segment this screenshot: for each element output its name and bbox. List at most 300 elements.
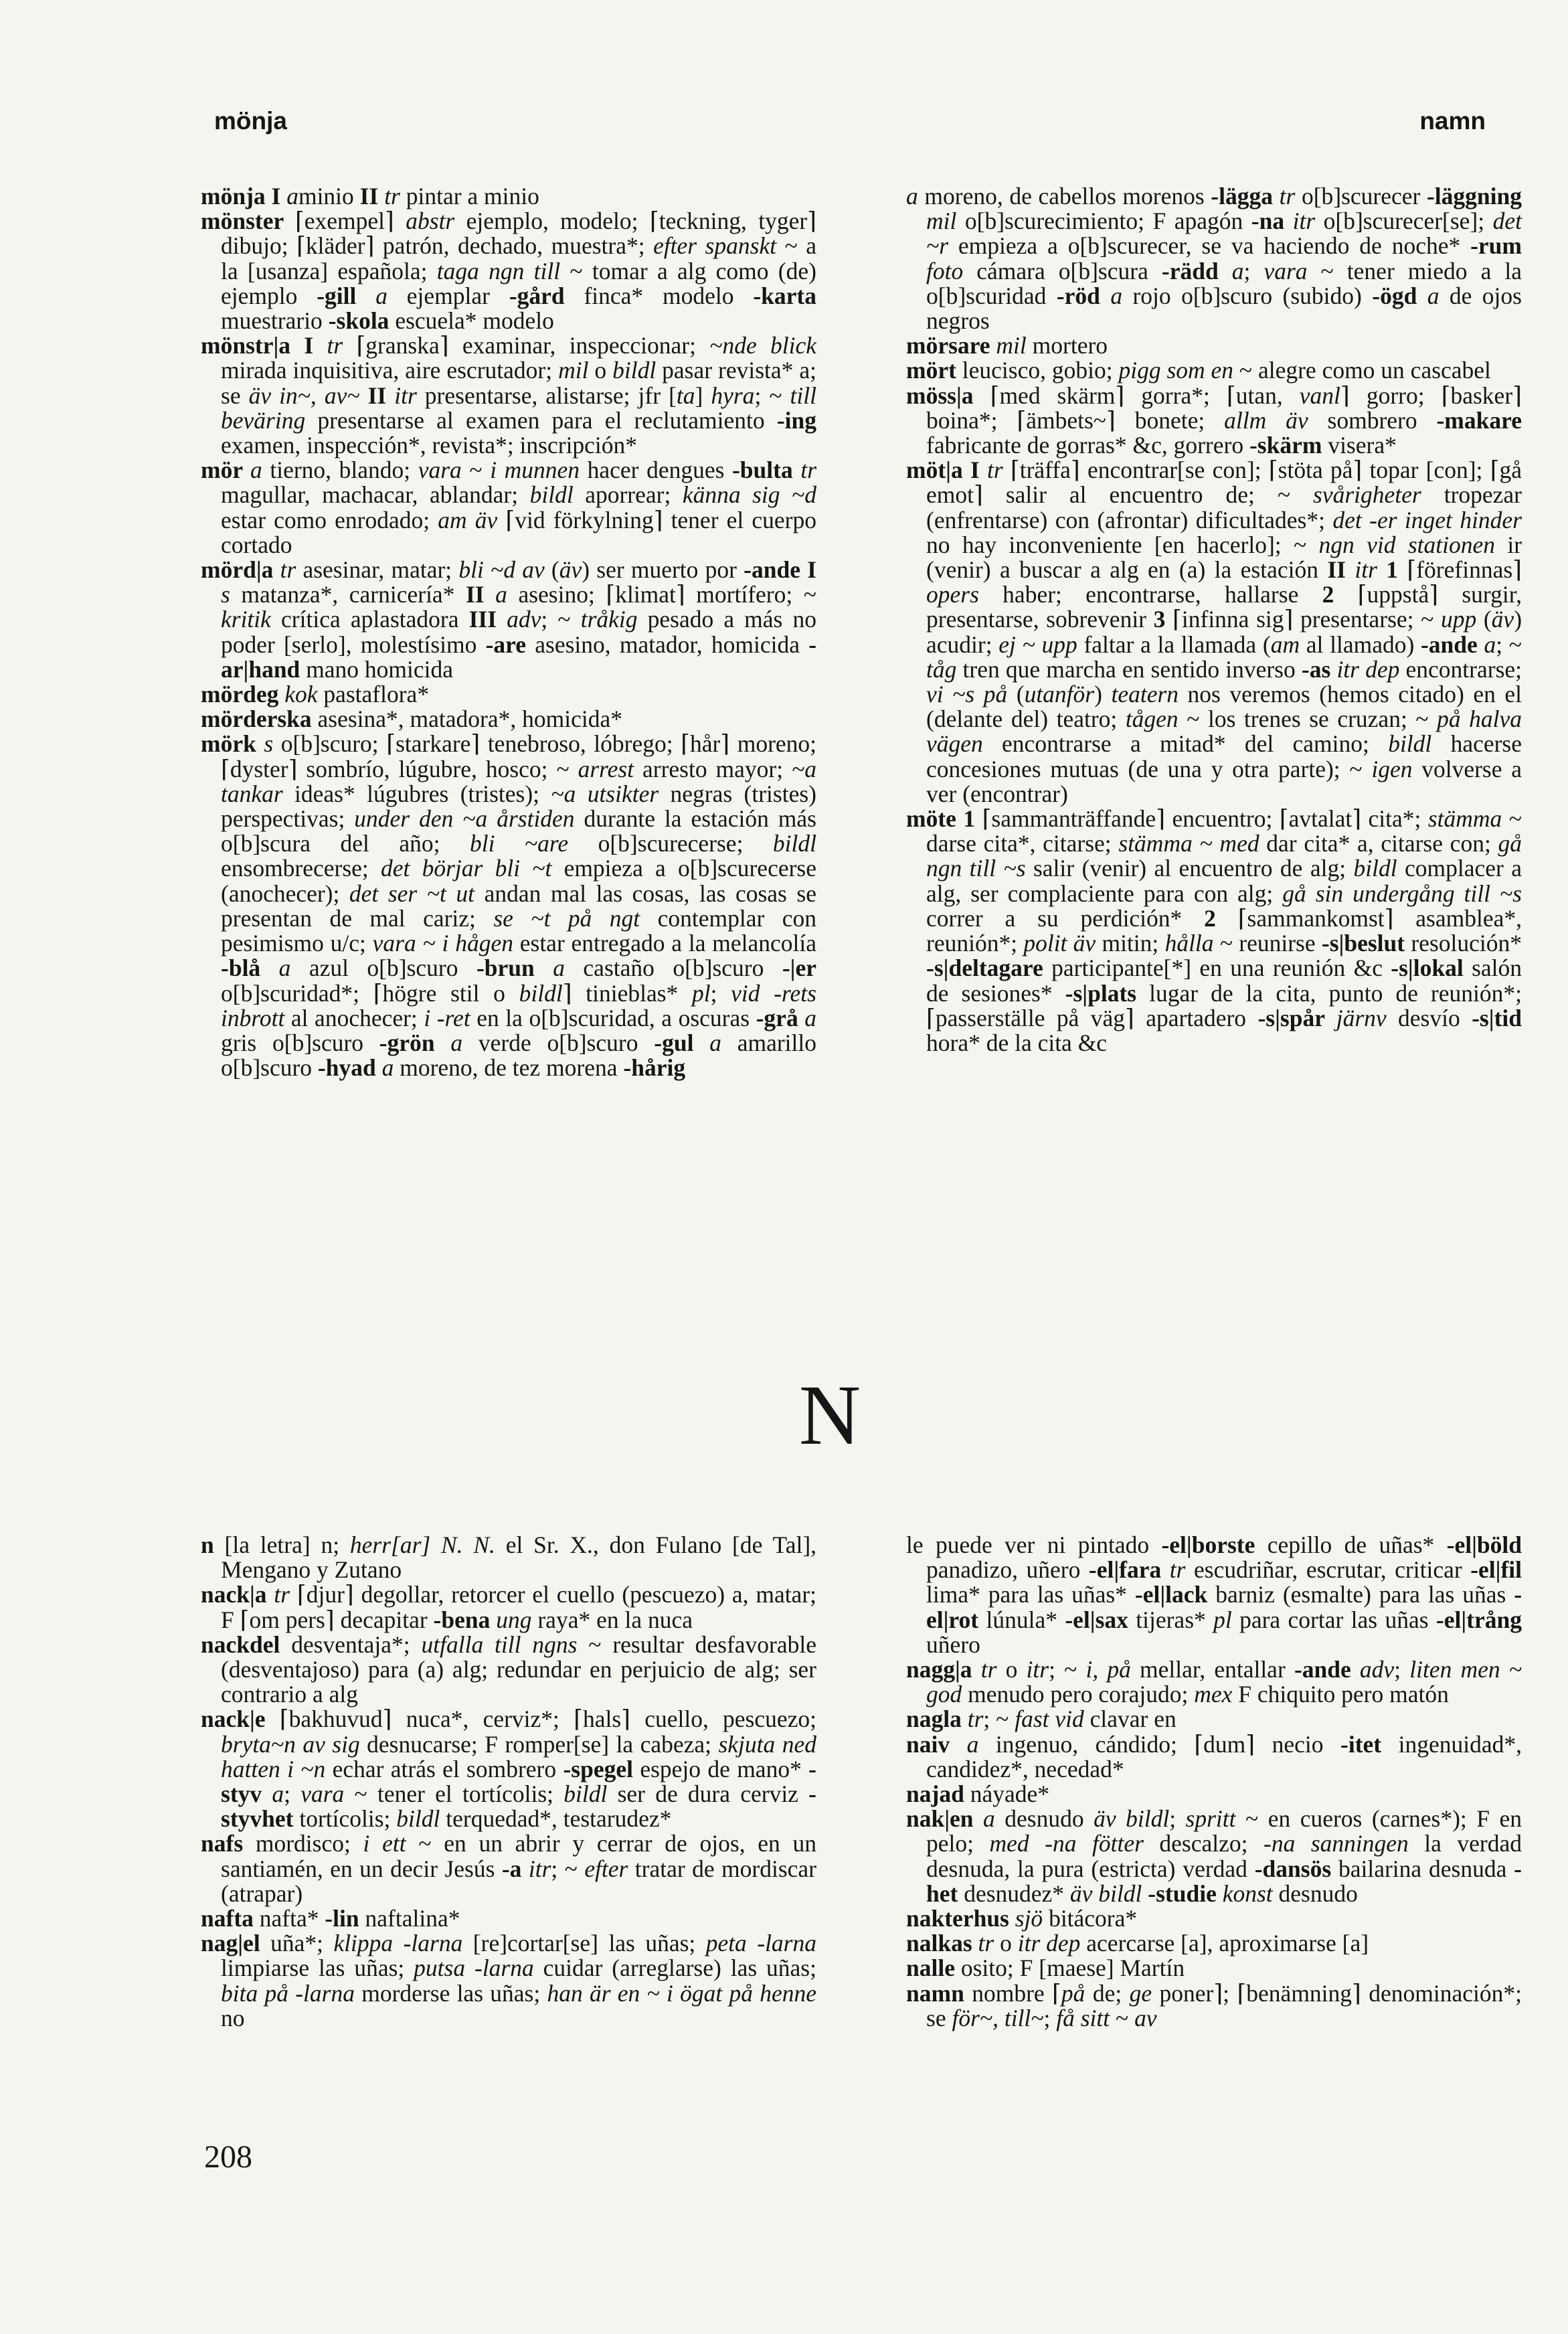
entry-text: mil xyxy=(558,357,589,384)
entry-text: salón de sesiones* xyxy=(926,954,1522,1007)
entry-text: azul o[b]scuro xyxy=(290,954,476,982)
entry-text: -grön xyxy=(379,1029,451,1056)
entry-text: gå sin undergång till ~s xyxy=(1282,880,1522,907)
entry-text: bildl xyxy=(396,1805,440,1833)
entry-text: la verdad desnuda, la pura (estricta) verdad xyxy=(926,1830,1522,1882)
entry-text: -na xyxy=(1251,207,1293,235)
entry-text: andan mal las cosas, las cosas se presentan de mal cariz; xyxy=(221,880,816,932)
entry-text: o[b]scuro; ⌈starkare⌉ tenebroso, lóbrego; ⌈hår⌉ moreno; ⌈dyster⌉ sombrío, lúgubre, hosco; ~ xyxy=(221,730,817,782)
entry-text: med -na fötter xyxy=(989,1830,1144,1857)
entry-text: ge xyxy=(1129,1979,1152,2007)
entry-text: vid -rets inbrott xyxy=(221,979,816,1031)
entry-text: amarillo o[b]scuro xyxy=(221,1029,816,1082)
entry-text: encontrarse a mitad* del camino; xyxy=(982,730,1389,758)
entry-text: naftalina* xyxy=(365,1905,460,1932)
entry-text: ; xyxy=(710,979,731,1007)
entry-text: ; xyxy=(1043,2004,1057,2031)
entry-text: a xyxy=(495,581,507,608)
entry-text: -itet xyxy=(1340,1730,1399,1758)
entry-text: äv xyxy=(559,556,582,584)
entry-text: tr xyxy=(986,456,1003,484)
entry-text: -gill xyxy=(317,282,376,309)
entry-text: empieza a o[b]scurecer, se va haciendo de noche* xyxy=(948,232,1471,260)
entry-text: sjö xyxy=(1015,1905,1043,1932)
dictionary-entry xyxy=(906,1956,1522,1981)
entry-text: ( xyxy=(1476,606,1492,633)
headword: nafta xyxy=(201,1905,260,1932)
entry-text: ~ los trenes se cruzan; ~ xyxy=(1178,705,1438,733)
entry-text: -ande xyxy=(1420,631,1484,658)
entry-text: [la letra] n; xyxy=(224,1531,350,1558)
entry-text: tr xyxy=(978,1930,994,1957)
entry-text: bitácora* xyxy=(1043,1905,1138,1932)
headword: mördeg xyxy=(201,681,285,708)
entry-text: mordisco; xyxy=(255,1830,363,1857)
entry-text: ingenuidad*, candidez*, necedad* xyxy=(926,1730,1522,1782)
entry-text: ⌉ gorro; ⌈basker⌉ boina*; ⌈ämbets~⌉ bonete; xyxy=(926,382,1522,434)
entry-text: ensombrecerse; xyxy=(221,855,381,882)
entry-text: aporrear; xyxy=(573,481,683,509)
entry-text: äv bildl xyxy=(1094,1805,1170,1833)
entry-text: o xyxy=(996,1656,1027,1683)
dictionary-entry xyxy=(906,1981,1522,2031)
headword: nafs xyxy=(201,1830,256,1857)
entry-text: espejo de mano* xyxy=(640,1755,809,1782)
entry-text: panadizo, uñero xyxy=(926,1556,1089,1584)
entry-text: kritik xyxy=(221,606,271,633)
section-letter: N xyxy=(798,1367,861,1463)
entry-text: itr dep xyxy=(1336,655,1400,683)
entry-text: morderse las uñas; xyxy=(354,1979,547,2007)
entry-text: menudo pero corajudo; xyxy=(962,1681,1195,1708)
entry-text: ⌈granska⌉ examinar, inspeccionar; xyxy=(343,332,710,359)
entry-text: stämma ~ med xyxy=(1118,830,1259,857)
entry-text: det ~r xyxy=(926,207,1522,260)
entry-text: mirada inquisitiva, aire escrutador; xyxy=(221,357,559,384)
entry-text: ; ~ xyxy=(1049,1656,1086,1683)
entry-text: pl xyxy=(1213,1606,1232,1633)
headword: nagg|a xyxy=(906,1656,981,1683)
entry-text: presentarse, alistarse; jfr [ xyxy=(416,382,677,409)
entry-text: o[b]scuridad*; ⌈högre stil o xyxy=(221,979,519,1007)
entry-text: det börjar bli ~t xyxy=(381,855,552,882)
entry-text: ~ tomar a alg como (de) ejemplo xyxy=(221,257,816,309)
entry-text: nos veremos (hemos citado) en el (delante del) teatro; xyxy=(926,681,1522,733)
entry-text: 2 xyxy=(1204,904,1238,932)
headword: mör xyxy=(201,456,251,484)
entry-text: minio xyxy=(298,183,360,210)
entry-text: -s|lokal xyxy=(1391,954,1472,982)
entry-text: -ande I xyxy=(744,556,816,584)
entry-text: i munnen xyxy=(490,456,580,484)
entry-text: -el|trång xyxy=(1435,1606,1522,1633)
entry-text: på halva vägen xyxy=(926,705,1522,758)
entry-text: ingenuo, cándido; ⌈dum⌉ necio xyxy=(978,1730,1341,1758)
entry-text xyxy=(360,382,368,409)
entry-text: tortícolis; xyxy=(299,1805,397,1833)
entry-text: resolución* xyxy=(1411,930,1522,957)
entry-text: ~ xyxy=(1110,2004,1135,2031)
entry-text: mil xyxy=(926,207,957,235)
entry-text: tåg xyxy=(926,655,957,683)
entry-text: kok xyxy=(284,681,318,708)
entry-text: ⌉ tinieblas* xyxy=(562,979,692,1007)
entry-text: -as xyxy=(1301,655,1337,683)
entry-text: -ögd xyxy=(1372,282,1427,309)
entry-text: ej ~ upp xyxy=(998,631,1077,658)
headword: n xyxy=(201,1531,225,1558)
entry-text: a xyxy=(286,183,298,210)
headword: nackdel xyxy=(201,1631,292,1658)
entry-text: hålla xyxy=(1164,930,1214,957)
entry-text: igen xyxy=(1371,755,1413,782)
entry-text: -skola xyxy=(328,307,396,335)
entry-text: desnudez* xyxy=(964,1880,1070,1907)
entry-text: ~ en un abrir y cerrar de ojos, en un santiamén, en un decir Jesús xyxy=(221,1830,816,1882)
entry-text: correr a su perdición* xyxy=(926,904,1205,932)
entry-text: pasar revista* a; se xyxy=(221,357,816,409)
headword: mönster xyxy=(201,207,295,235)
entry-text: -het xyxy=(926,1855,1522,1907)
entry-text: bli ~are xyxy=(469,830,569,857)
headword: möte 1 xyxy=(906,805,982,833)
entry-text: mortero xyxy=(1026,332,1108,359)
entry-text: ⌈uppstå⌉ surgir, presentarse, sobrevenir xyxy=(926,581,1522,633)
entry-text: ~ a la [usanza] española; xyxy=(221,232,817,284)
entry-text: sombrero xyxy=(1308,406,1437,434)
entry-text: -a xyxy=(501,1855,529,1882)
entry-text: foto xyxy=(926,257,964,284)
entry-text: castaño o[b]scuro xyxy=(564,954,782,982)
entry-text: ⌈djur⌉ degollar, retorcer el cuello (pescuezo) a, matar; F ⌈om pers⌉ decapitar xyxy=(221,1581,817,1633)
dictionary-entry xyxy=(906,1533,1522,1657)
dictionary-entry xyxy=(906,1732,1522,1782)
entry-text: taga ngn till xyxy=(436,257,561,284)
entry-text: mil xyxy=(996,332,1027,359)
entry-text: äv in~, av~ xyxy=(248,382,360,409)
entry-text: moreno, de tez morena xyxy=(394,1054,624,1082)
entry-text: a xyxy=(278,954,291,982)
headword: mönstr|a I xyxy=(201,332,327,359)
dictionary-entry xyxy=(906,384,1522,459)
entry-text: i -ret xyxy=(424,1004,470,1031)
entry-text: -skärm xyxy=(1249,432,1328,459)
entry-text: muestrario xyxy=(221,307,329,335)
entry-text: -studie xyxy=(1148,1880,1223,1907)
entry-text: F chiquito pero matón xyxy=(1232,1681,1449,1708)
dictionary-entry xyxy=(906,333,1522,358)
entry-text: efter spanskt xyxy=(653,232,777,260)
entry-text: tr xyxy=(980,1656,997,1683)
entry-text: vara xyxy=(418,456,462,484)
entry-text: faltar a la llamada ( xyxy=(1077,631,1271,658)
entry-text: crítica aplastadora xyxy=(270,606,469,633)
entry-text: tågen xyxy=(1125,705,1179,733)
entry-text: acercarse [a], aproximarse [a] xyxy=(1080,1930,1369,1957)
entry-text: spritt xyxy=(1185,1805,1236,1833)
dictionary-entry xyxy=(201,558,816,682)
dictionary-entry xyxy=(201,184,816,209)
entry-text: complacer a alg, ser complaciente para con alg; xyxy=(926,855,1522,907)
entry-text: -rum xyxy=(1470,232,1522,260)
dictionary-entry xyxy=(201,333,816,458)
entry-text: a xyxy=(272,1780,284,1808)
entry-text: -bena xyxy=(433,1606,497,1633)
entry-text: a xyxy=(804,1004,816,1031)
entry-text: uñero xyxy=(926,1631,980,1658)
entry-text: ] xyxy=(695,382,711,409)
entry-text: äv bildl xyxy=(1069,1880,1142,1907)
entry-text: ⌈förefinnas⌉ xyxy=(1407,556,1522,584)
entry-text: -grå xyxy=(756,1004,805,1031)
guide-word-left: mönja xyxy=(214,107,287,135)
entry-text: ; ~ xyxy=(551,1855,585,1882)
entry-text: han är en ~ i ögat på henne xyxy=(547,1979,816,2007)
entry-text: upp xyxy=(1440,606,1477,633)
entry-text: av xyxy=(1134,2004,1157,2031)
entry-text: arrest xyxy=(578,755,634,782)
entry-text: haber; encontrarse, hallarse xyxy=(978,581,1322,608)
headword: nagla xyxy=(906,1705,968,1733)
headword: mörk xyxy=(201,730,264,758)
entry-text: ta xyxy=(676,382,695,409)
entry-text: leucisco, gobio; xyxy=(962,357,1119,384)
entry-text: a xyxy=(381,1054,394,1082)
entry-text: durante la estación más o[b]scura del año; xyxy=(221,805,816,857)
dictionary-entry xyxy=(201,1533,816,1582)
entry-text: skjuta ned hatten i ~n xyxy=(221,1730,816,1782)
entry-text: cámara o[b]scura xyxy=(963,257,1162,284)
entry-text: ) xyxy=(1094,681,1112,708)
entry-text: till bevӓring xyxy=(221,382,816,434)
entry-text: -el|böld xyxy=(1446,1531,1522,1558)
entry-text: arresto mayor; xyxy=(634,755,792,782)
entry-text: pesado a más no poder [serlo], molestísimo xyxy=(221,606,816,658)
entry-text: bli ~d av xyxy=(458,556,545,584)
headword: naiv xyxy=(906,1730,967,1758)
entry-text: terquedad*, testarudez* xyxy=(440,1805,672,1833)
entry-text: ⌈sammankomst⌉ asamblea*, reunión*; xyxy=(926,904,1522,957)
entry-text: tr xyxy=(384,183,400,210)
column-top-left xyxy=(201,184,816,1080)
entry-text: lúnula* xyxy=(986,1606,1065,1633)
entry-text: peta -larna xyxy=(705,1930,816,1957)
entry-text: -makare xyxy=(1436,406,1522,434)
entry-text: a xyxy=(983,1805,995,1833)
entry-text: al llamado) xyxy=(1300,631,1421,658)
entry-text: tr xyxy=(327,332,343,359)
entry-text: magullar, machacar, ablandar; xyxy=(221,481,530,509)
entry-text: osito; F [maese] Martín xyxy=(960,1954,1185,1982)
entry-text: ~a tankar xyxy=(221,755,817,807)
entry-text: järnv xyxy=(1336,1004,1387,1031)
entry-text: lima* para las uñas* xyxy=(926,1581,1135,1608)
entry-text: ⌈infinna sig⌉ presentarse; ~ xyxy=(1172,606,1441,633)
entry-text: estar como enrodado; xyxy=(221,506,438,533)
entry-text: ngn vid stationen xyxy=(1318,531,1495,558)
entry-text: fabricante de gorras* &c, gorrero xyxy=(926,432,1249,459)
entry-text: itr xyxy=(394,382,417,409)
entry-text: bailarina desnuda xyxy=(1338,1855,1514,1882)
entry-text: -el|rot xyxy=(926,1581,1522,1633)
entry-text: barniz (esmalte) para las uñas xyxy=(1215,1581,1514,1608)
entry-text: gå ngn till ~s xyxy=(926,830,1522,882)
dictionary-entry xyxy=(906,1931,1522,1956)
entry-text: adv xyxy=(507,606,541,633)
entry-text: desvío xyxy=(1386,1004,1472,1031)
entry-text: -el|borste xyxy=(1161,1531,1268,1558)
dictionary-entry xyxy=(906,358,1522,383)
entry-text: ~ tener miedo a la o[b]scuridad xyxy=(926,257,1522,309)
entry-text: ~ reunirse xyxy=(1213,930,1322,957)
entry-text: på xyxy=(1061,1979,1085,2007)
entry-text: finca* modelo xyxy=(584,282,754,309)
entry-text: ) acudir; xyxy=(926,606,1522,658)
entry-text: utfalla till ngns xyxy=(421,1631,578,1658)
headword: nalkas xyxy=(906,1930,978,1957)
dictionary-entry xyxy=(201,732,816,1080)
entry-text: tr xyxy=(280,556,296,584)
entry-text: a xyxy=(1110,282,1123,309)
entry-text: ; ~ xyxy=(983,1705,1015,1733)
entry-text: ~ tener el tortícolis; xyxy=(344,1780,564,1808)
headword: mörderska xyxy=(201,705,318,733)
entry-text: -ing xyxy=(776,406,816,434)
entry-text: stämma xyxy=(1427,805,1502,833)
headword: nak|en xyxy=(906,1805,984,1833)
entry-text: bildl xyxy=(563,1780,608,1808)
dictionary-entry xyxy=(906,1782,1522,1807)
dictionary-entry xyxy=(201,1633,816,1707)
entry-text: o[b]scurecer xyxy=(1295,183,1427,210)
entry-text: de; xyxy=(1085,1979,1130,2007)
dictionary-entry xyxy=(906,1657,1522,1707)
entry-text: opers xyxy=(926,581,979,608)
dictionary-entry xyxy=(906,184,1522,333)
entry-text: o[b]scurecer[se]; xyxy=(1315,207,1493,235)
entry-text: raya* en la nuca xyxy=(531,1606,693,1633)
dictionary-entry xyxy=(201,1707,816,1831)
entry-text: s xyxy=(221,581,230,608)
entry-text: participante[*] en una reunión &c xyxy=(1051,954,1391,982)
entry-text: ( xyxy=(544,556,559,584)
entry-text: desnudo xyxy=(1272,1880,1358,1907)
column-bottom-right xyxy=(906,1533,1522,2031)
entry-text: teatern xyxy=(1111,681,1179,708)
entry-text: ~ en cueros (carnes*); F en pelo; xyxy=(926,1805,1522,1857)
entry-text: det -er inget hinder xyxy=(1332,506,1522,533)
entry-text: -s|spår xyxy=(1257,1004,1336,1031)
entry-text: ~nde blick xyxy=(709,332,817,359)
entry-text: uña*; xyxy=(270,1930,334,1957)
entry-text: rojo o[b]scuro (subido) xyxy=(1122,282,1373,309)
dictionary-entry xyxy=(201,209,816,333)
entry-text: o[b]scurecerse; xyxy=(568,830,773,857)
entry-text: tr xyxy=(1279,183,1296,210)
entry-text: hacerse concesiones mutuas (de una y otra parte); ~ xyxy=(926,730,1522,782)
entry-text: poner⌉; ⌈benämning⌉ denominación*; se xyxy=(926,1979,1522,2031)
headword: mörsare xyxy=(906,332,996,359)
entry-text: abstr xyxy=(406,207,455,235)
entry-text: -styvhet xyxy=(221,1780,816,1833)
entry-text: vanl xyxy=(1299,382,1340,409)
entry-text xyxy=(1142,1880,1148,1907)
entry-text: -dansös xyxy=(1254,1855,1338,1882)
dictionary-entry xyxy=(906,1707,1522,1732)
entry-text: examen, inspección*, revista*; inscripción* xyxy=(221,432,638,459)
entry-text: -are xyxy=(485,631,535,658)
headword: nack|e xyxy=(201,1705,280,1733)
entry-text: -gård xyxy=(509,282,584,309)
headword: mörd|a xyxy=(201,556,280,584)
entry-text: -röd xyxy=(1056,282,1111,309)
dictionary-entry xyxy=(201,1582,816,1632)
headword: nalle xyxy=(906,1954,961,1982)
entry-text: efter xyxy=(584,1855,628,1882)
entry-text: salir (venir) al encuentro de alg; xyxy=(1025,855,1354,882)
entry-text: verde o[b]scuro xyxy=(462,1029,655,1056)
entry-text: no hay inconveniente [en hacerlo]; ~ xyxy=(926,531,1319,558)
entry-text: tierno, blando; xyxy=(262,456,418,484)
entry-text: ; xyxy=(284,1780,301,1808)
entry-text: ; ~ xyxy=(754,382,790,409)
headword: möss|a xyxy=(906,382,990,409)
entry-text: asesino; ⌈klimat⌉ mortífero; ~ xyxy=(507,581,816,608)
entry-text: II xyxy=(359,183,385,210)
dictionary-entry xyxy=(201,1906,816,1931)
entry-text: visera* xyxy=(1328,432,1397,459)
headword: mönja I xyxy=(201,183,287,210)
entry-text: pastaflora* xyxy=(317,681,430,708)
entry-text: tijeras* xyxy=(1136,1606,1214,1633)
entry-text: limpiarse las uñas; xyxy=(221,1954,414,1982)
entry-text: pl xyxy=(691,979,711,1007)
headword: nack|a xyxy=(201,1581,274,1608)
entry-text: a xyxy=(966,1730,979,1758)
entry-text: o xyxy=(994,1930,1018,1957)
headword: namn xyxy=(906,1979,972,2007)
entry-text: mex xyxy=(1194,1681,1233,1708)
entry-text: tr xyxy=(1169,1556,1186,1584)
dictionary-entry xyxy=(201,1931,816,2031)
entry-text: cepillo de uñas* xyxy=(1267,1531,1447,1558)
entry-text: ~ darse cita*, citarse; xyxy=(926,805,1522,857)
entry-text: empieza a o[b]scurecerse (anochecer); xyxy=(221,855,816,907)
entry-text: a xyxy=(250,456,262,484)
entry-text: fast vid xyxy=(1015,1705,1084,1733)
entry-text: matanza*, carnicería* xyxy=(230,581,466,608)
entry-text: a xyxy=(553,954,565,982)
dictionary-entry xyxy=(906,1906,1522,1931)
entry-text: ejemplo, modelo; ⌈teckning, tyger⌉ dibujo; ⌈kläder⌉ patrón, dechado, muestra*; xyxy=(221,207,816,260)
entry-text: a xyxy=(906,183,918,210)
entry-text: känna sig ~d xyxy=(682,481,816,509)
entry-text: ~ resultar desfavorable (desventajoso) para (a) alg; redundar en perjuicio de alg; ser contrario a alg xyxy=(221,1631,816,1708)
entry-text: bildl xyxy=(529,481,574,509)
entry-text: äv xyxy=(1491,606,1514,633)
entry-text: bildl xyxy=(612,357,657,384)
entry-text: adv xyxy=(1359,1656,1395,1683)
entry-text: utanför xyxy=(1024,681,1095,708)
entry-text: ~a utsikter xyxy=(551,780,659,807)
entry-text: II xyxy=(465,581,496,608)
entry-text: am xyxy=(1270,631,1300,658)
entry-text: pigg som en xyxy=(1118,357,1234,384)
entry-text: a xyxy=(450,1029,463,1056)
entry-text: -hyad xyxy=(317,1054,382,1082)
entry-text: -el|fil xyxy=(1470,1556,1522,1584)
entry-text: allm äv xyxy=(1224,406,1308,434)
